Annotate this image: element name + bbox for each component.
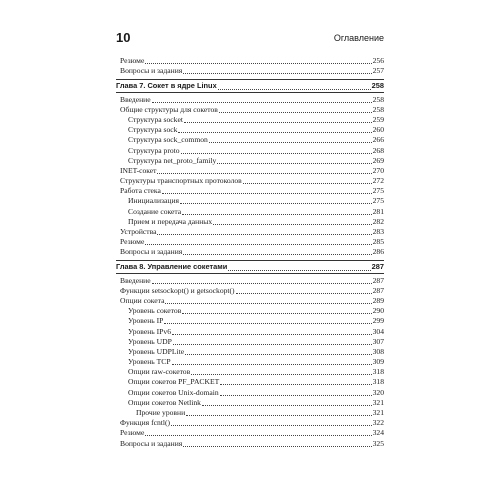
toc-dot-leader xyxy=(202,405,372,406)
toc-entry-title: Прием и передача данных xyxy=(128,216,213,226)
toc-dot-leader xyxy=(145,435,371,436)
toc-entry xyxy=(116,66,384,76)
toc-entry-title: Структуры транспортных протоколов xyxy=(120,176,242,186)
toc-entry-title: Резюме xyxy=(120,56,145,66)
toc-entry-title: Введение xyxy=(120,275,151,285)
toc-dot-leader xyxy=(183,446,371,447)
toc-dot-leader xyxy=(220,384,371,385)
toc-dot-leader xyxy=(162,193,372,194)
toc-entry-page: 258 xyxy=(372,104,384,114)
toc-dot-leader xyxy=(183,73,371,74)
toc-entry-page: 260 xyxy=(372,125,384,135)
toc-entry-page: 275 xyxy=(372,196,384,206)
toc-dot-leader xyxy=(209,142,372,143)
toc-dot-leader xyxy=(183,254,371,255)
toc-entry-title: Глава 7. Сокет в ядре Linux xyxy=(116,81,217,91)
toc-entry-title: Функции setsockopt() и getsockopt() xyxy=(120,285,235,295)
toc-entry xyxy=(116,347,384,357)
toc-entry-page: 324 xyxy=(372,428,384,438)
toc-entry xyxy=(116,306,384,316)
toc-entry-title: Опции сокетов Netlink xyxy=(128,397,201,407)
toc-entry-page: 289 xyxy=(372,295,384,305)
toc-dot-leader xyxy=(219,112,372,113)
toc-entry-title: Вопросы и задания xyxy=(120,66,183,76)
toc-entry-title: INET-сокет xyxy=(120,165,157,175)
toc-entry-title: Уровень UDPLite xyxy=(128,346,185,356)
toc-entry-page: 321 xyxy=(372,397,384,407)
toc-dot-leader xyxy=(191,374,371,375)
toc-entry xyxy=(116,115,384,125)
toc-entry-page: 272 xyxy=(372,176,384,186)
toc-entry-page: 268 xyxy=(372,145,384,155)
toc-entry-title: Уровень сокетов xyxy=(128,306,182,316)
toc-dot-leader xyxy=(157,234,371,235)
toc-dot-leader xyxy=(186,415,371,416)
toc-entry xyxy=(116,196,384,206)
toc-entry xyxy=(116,94,384,104)
toc-entry-title: Функция fcntl() xyxy=(120,418,171,428)
page-number: 10 xyxy=(116,30,131,45)
toc-entry-page: 287 xyxy=(372,275,384,285)
toc-entry xyxy=(116,275,384,285)
toc-entry xyxy=(116,418,384,428)
toc-entry xyxy=(116,438,384,448)
toc-dot-leader xyxy=(152,283,372,284)
toc-dot-leader xyxy=(236,293,372,294)
toc-entry-page: 266 xyxy=(372,135,384,145)
toc-entry-page: 270 xyxy=(372,165,384,175)
toc-dot-leader xyxy=(243,183,372,184)
toc-entry-page: 258 xyxy=(371,81,384,91)
toc-entry-title: Резюме xyxy=(120,428,145,438)
toc-entry xyxy=(116,237,384,247)
toc-entry xyxy=(116,377,384,387)
toc-entry xyxy=(116,135,384,145)
toc-entry xyxy=(116,367,384,377)
toc-entry-page: 281 xyxy=(372,206,384,216)
toc-dot-leader xyxy=(218,89,371,90)
toc-entry-title: Инициализация xyxy=(128,196,180,206)
toc-entry xyxy=(116,125,384,135)
toc-entry xyxy=(116,247,384,257)
toc-entry xyxy=(116,56,384,66)
toc-entry xyxy=(116,105,384,115)
toc-entry-title: Уровень IPv6 xyxy=(128,326,171,336)
toc-entry-title: Создание сокета xyxy=(128,206,182,216)
toc-entry xyxy=(116,428,384,438)
toc-entry xyxy=(116,326,384,336)
toc-entry xyxy=(116,217,384,227)
toc-entry xyxy=(116,408,384,418)
toc-entry-page: 321 xyxy=(372,408,384,417)
toc-entry-title: Структура sock xyxy=(128,125,178,135)
toc-entry-title: Устройства xyxy=(120,227,157,236)
toc-entry-page: 290 xyxy=(372,306,384,316)
toc-entry xyxy=(116,156,384,166)
toc-entry-title: Опции сокетов PF_PACKET xyxy=(128,377,220,387)
toc-entry xyxy=(116,166,384,176)
page-header xyxy=(116,30,384,46)
table-of-contents xyxy=(116,56,384,449)
toc-entry-title: Опции сокета xyxy=(120,295,165,305)
toc-dot-leader xyxy=(164,323,371,324)
toc-dot-leader xyxy=(145,244,371,245)
toc-entry-page: 322 xyxy=(372,418,384,428)
toc-entry xyxy=(116,145,384,155)
toc-dot-leader xyxy=(185,354,372,355)
toc-dot-leader xyxy=(165,303,371,304)
toc-dot-leader xyxy=(182,313,371,314)
toc-dot-leader xyxy=(228,270,370,271)
toc-entry-page: 309 xyxy=(372,357,384,367)
toc-dot-leader xyxy=(181,153,372,154)
toc-entry-page: 275 xyxy=(372,186,384,196)
toc-entry-page: 256 xyxy=(372,56,384,66)
toc-entry-title: Структура sock_common xyxy=(128,135,208,145)
toc-dot-leader xyxy=(173,344,372,345)
toc-entry-title: Вопросы и задания xyxy=(120,438,183,448)
toc-entry-page: 299 xyxy=(372,316,384,326)
toc-dot-leader xyxy=(178,132,371,133)
toc-entry-title: Резюме xyxy=(120,237,145,247)
toc-entry-page: 318 xyxy=(372,367,384,377)
toc-entry-page: 269 xyxy=(372,155,384,165)
toc-dot-leader xyxy=(182,214,371,215)
toc-entry-title: Уровень IP xyxy=(128,316,164,326)
toc-entry xyxy=(116,337,384,347)
toc-dot-leader xyxy=(152,102,372,103)
toc-entry-title: Структура net_proto_family xyxy=(128,155,217,165)
toc-entry-title: Опции raw-сокетов xyxy=(128,367,191,377)
toc-dot-leader xyxy=(172,364,372,365)
toc-entry xyxy=(116,316,384,326)
toc-dot-leader xyxy=(171,425,372,426)
toc-entry-title: Введение xyxy=(120,94,151,104)
toc-dot-leader xyxy=(145,63,371,64)
toc-entry-title: Прочие уровни xyxy=(136,408,186,417)
toc-entry xyxy=(116,296,384,306)
toc-entry-title: Работа стека xyxy=(120,186,161,196)
toc-entry-page: 285 xyxy=(372,237,384,247)
toc-entry xyxy=(116,186,384,196)
toc-dot-leader xyxy=(172,334,372,335)
toc-entry-page: 320 xyxy=(372,387,384,397)
toc-entry xyxy=(116,176,384,186)
toc-chapter-heading xyxy=(116,260,384,274)
toc-entry-page: 287 xyxy=(372,285,384,295)
toc-entry-title: Уровень TCP xyxy=(128,357,171,367)
toc-entry-page: 283 xyxy=(372,227,384,236)
toc-entry-page: 318 xyxy=(372,377,384,387)
toc-entry-page: 286 xyxy=(372,247,384,257)
toc-dot-leader xyxy=(217,163,371,164)
toc-entry-title: Глава 8. Управление сокетами xyxy=(116,262,228,272)
toc-entry-page: 257 xyxy=(372,66,384,76)
toc-entry-page: 304 xyxy=(372,326,384,336)
toc-entry-page: 287 xyxy=(371,262,384,272)
toc-entry-page: 258 xyxy=(372,94,384,104)
toc-entry-page: 307 xyxy=(372,336,384,346)
toc-entry-page: 308 xyxy=(372,346,384,356)
toc-entry-title: Структура socket xyxy=(128,114,183,124)
toc-entry-title: Опции сокетов Unix-domain xyxy=(128,387,219,397)
toc-entry-title: Общие структуры для сокетов xyxy=(120,104,218,114)
toc-entry-page: 282 xyxy=(372,216,384,226)
toc-entry-title: Уровень UDP xyxy=(128,336,172,346)
toc-dot-leader xyxy=(180,203,372,204)
toc-entry-title: Структура proto xyxy=(128,145,180,155)
toc-entry xyxy=(116,387,384,397)
toc-dot-leader xyxy=(157,173,371,174)
toc-entry xyxy=(116,286,384,296)
toc-entry-page: 259 xyxy=(372,114,384,124)
toc-entry xyxy=(116,398,384,408)
toc-entry xyxy=(116,227,384,237)
toc-dot-leader xyxy=(184,122,372,123)
toc-dot-leader xyxy=(213,224,371,225)
running-title: Оглавление xyxy=(333,33,384,43)
toc-entry-title: Вопросы и задания xyxy=(120,247,183,257)
toc-chapter-heading xyxy=(116,79,384,93)
toc-entry xyxy=(116,357,384,367)
toc-entry xyxy=(116,206,384,216)
toc-entry-page: 325 xyxy=(372,438,384,448)
toc-dot-leader xyxy=(220,395,372,396)
